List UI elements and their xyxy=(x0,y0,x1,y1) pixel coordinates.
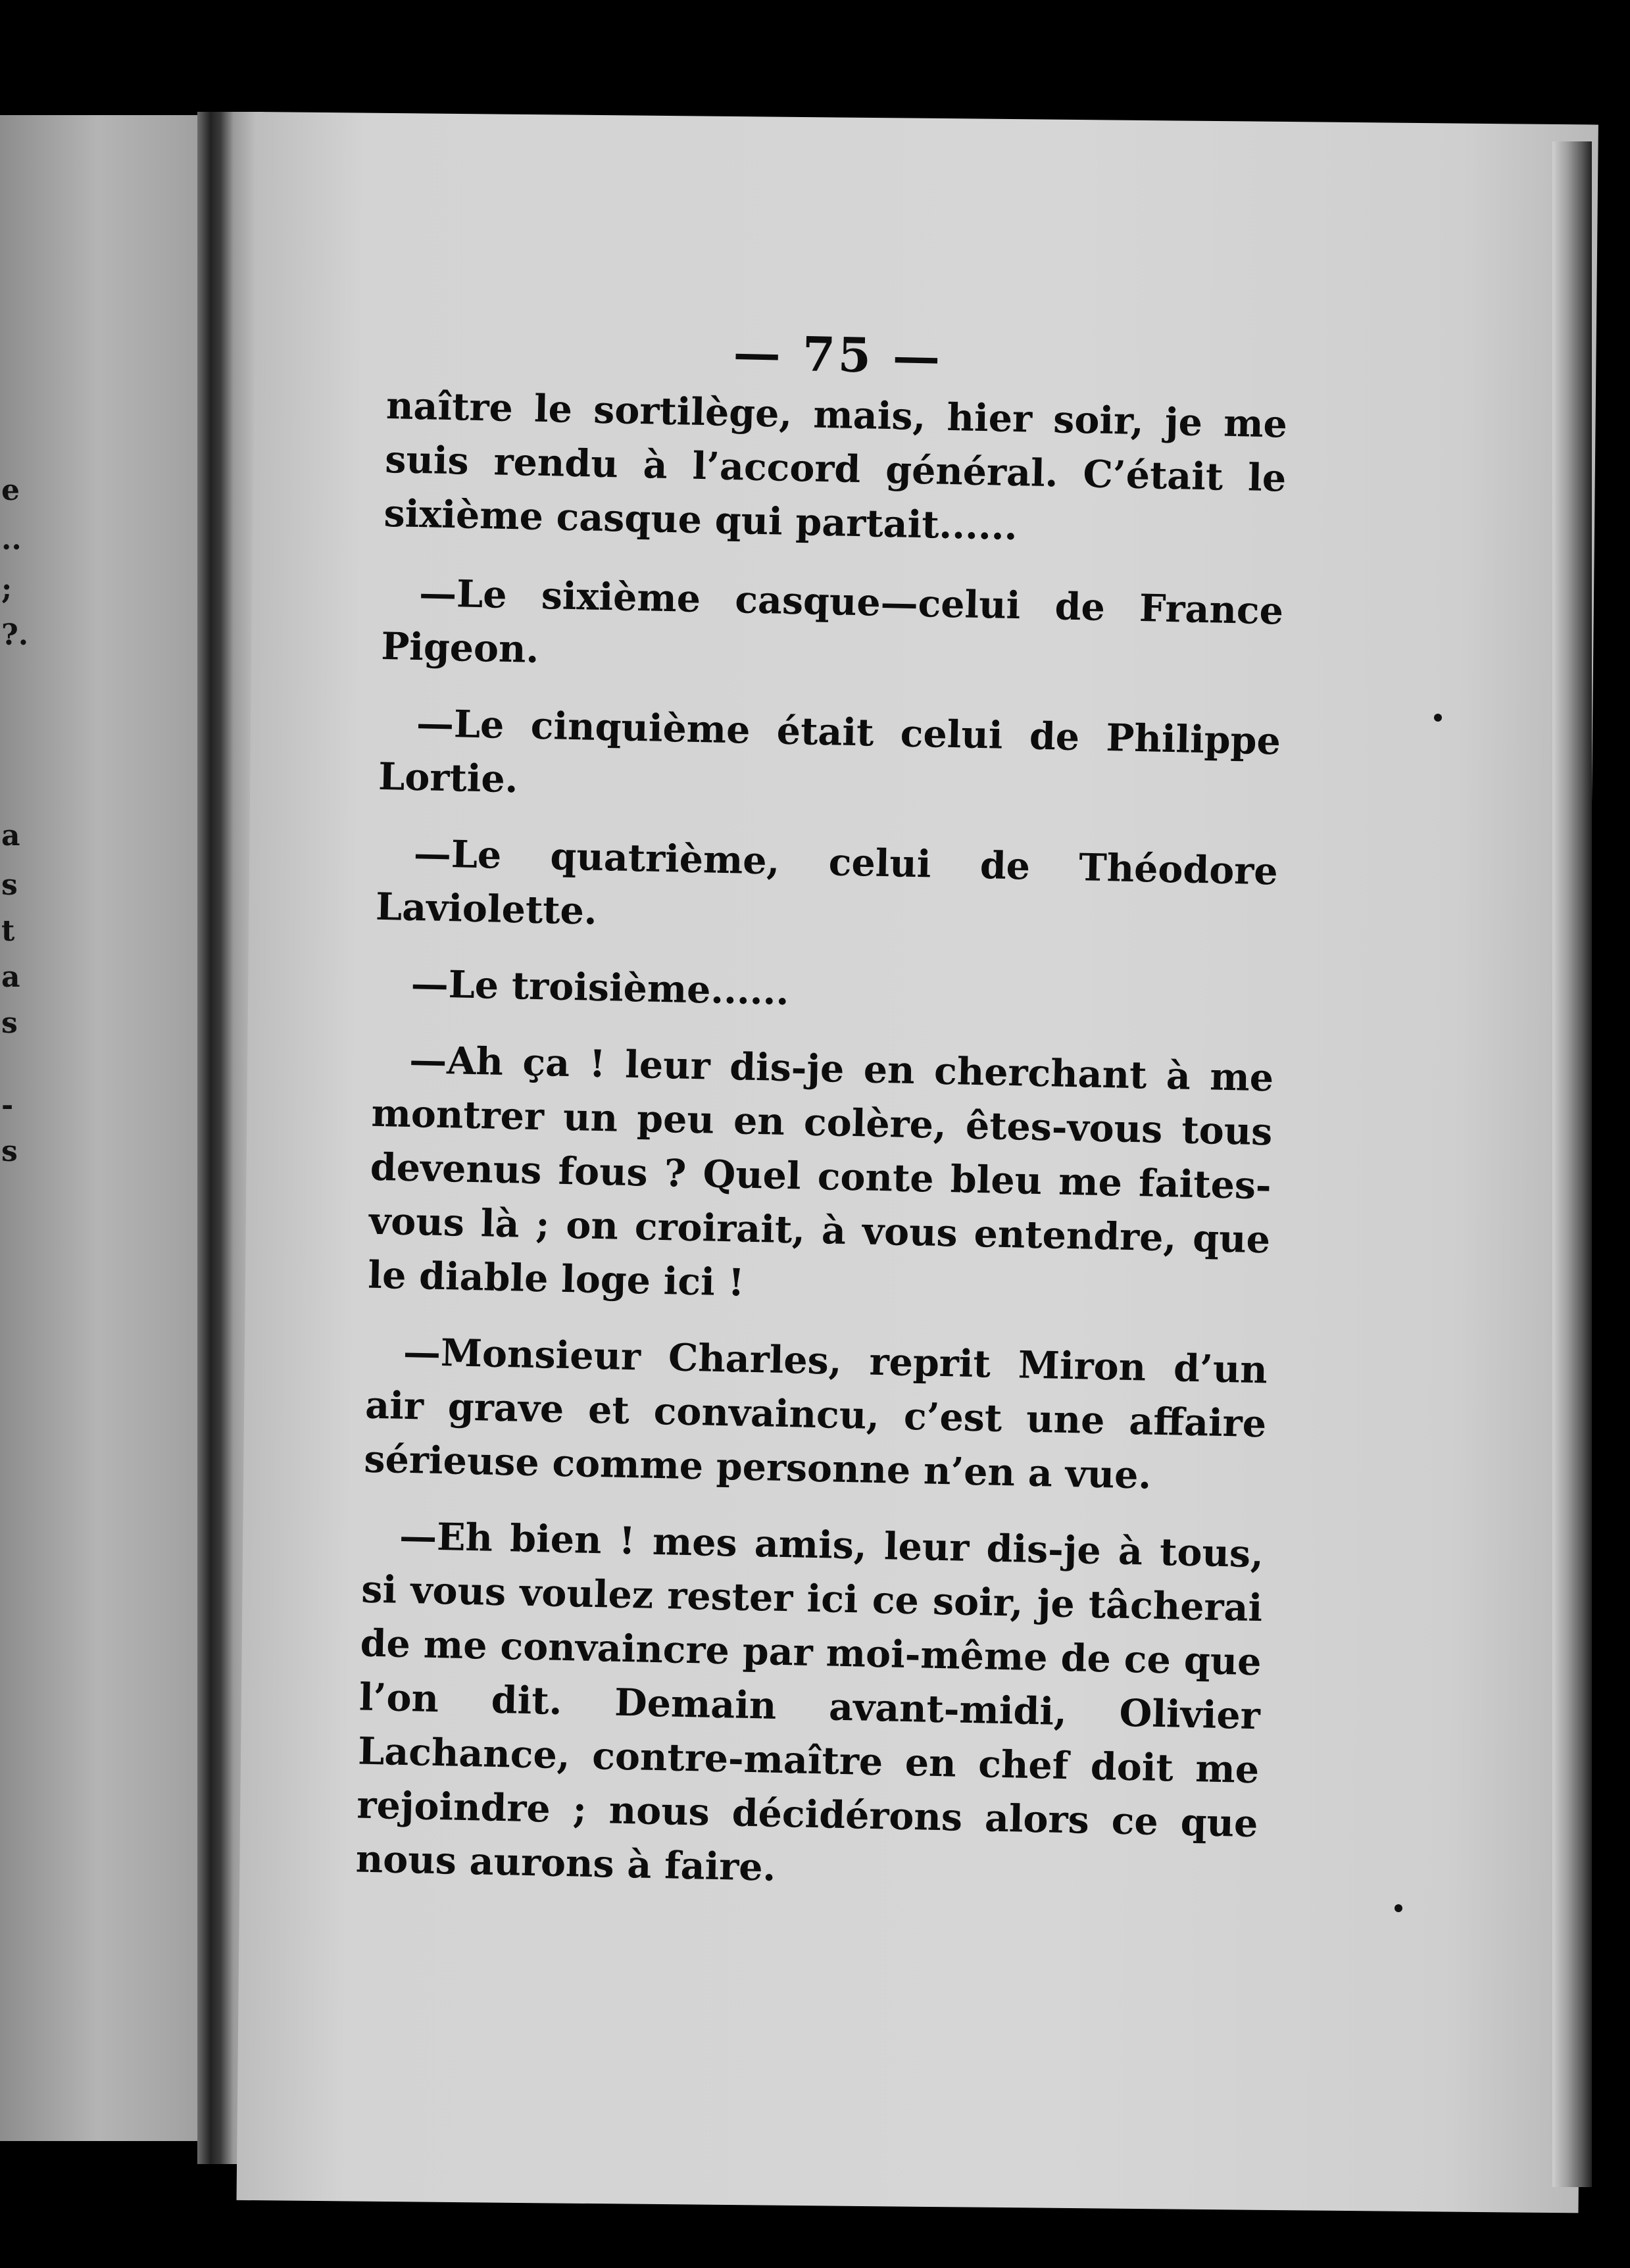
paragraph: —Le quatrième, celui de Théodore Laviolette. xyxy=(375,831,1279,933)
paragraph: —Ah ça ! leur dis-je en cherchant à me montrer un peu en colère, êtes-vous tous devenus fous ? Quel conte bleu me faites-vous là ; on croirait, à vous entendre, que le diable loge ici ! xyxy=(367,1037,1274,1305)
left-fragment: .. xyxy=(1,523,22,556)
left-fragment: s xyxy=(1,868,18,902)
paper-speck xyxy=(1395,1904,1402,1912)
paragraph: —Eh bien ! mes amis, leur dis-je à tous, si vous voulez rester ici ce soir, je tâcherai de me convaincre par moi-même de ce que l’on dit. Demain avant-midi, Olivier Lachance, contre-maître en chef doit me rejoindre ; nous décidérons alors ce que nous aurons à faire. xyxy=(355,1514,1264,1890)
left-fragment: a xyxy=(1,819,20,852)
page-number: — 75 — xyxy=(732,324,943,385)
paragraph: —Le cinquième était celui de Philippe Lortie. xyxy=(378,701,1281,802)
left-fragment: t xyxy=(1,914,15,948)
paragraph: —Monsieur Charles, reprit Miron d’un air grave et convaincu, c’est une affaire sérieuse comme personne n’en a vue. xyxy=(363,1329,1268,1498)
paragraph: —Le sixième casque—celui de France Pigeon. xyxy=(380,571,1284,672)
left-fragment: s xyxy=(1,1006,18,1040)
left-fragment: s xyxy=(1,1135,18,1168)
left-page-text-fragments xyxy=(0,115,29,2141)
left-fragment: e xyxy=(1,474,20,507)
left-fragment: a xyxy=(1,960,20,994)
left-fragment: ?. xyxy=(1,618,29,652)
paper-speck xyxy=(1434,714,1442,722)
page-text xyxy=(355,316,1289,1927)
paragraph: naître le sortilège, mais, hier soir, je me suis rendu à l’accord général. C’était le sixième casque qui partait...... xyxy=(383,383,1288,549)
right-page-edge-shadow xyxy=(1552,141,1592,2187)
left-fragment: - xyxy=(1,1089,14,1122)
left-page-sliver xyxy=(0,115,217,2141)
left-fragment: ; xyxy=(1,572,12,606)
paragraph: —Le troisième...... xyxy=(410,961,790,1014)
